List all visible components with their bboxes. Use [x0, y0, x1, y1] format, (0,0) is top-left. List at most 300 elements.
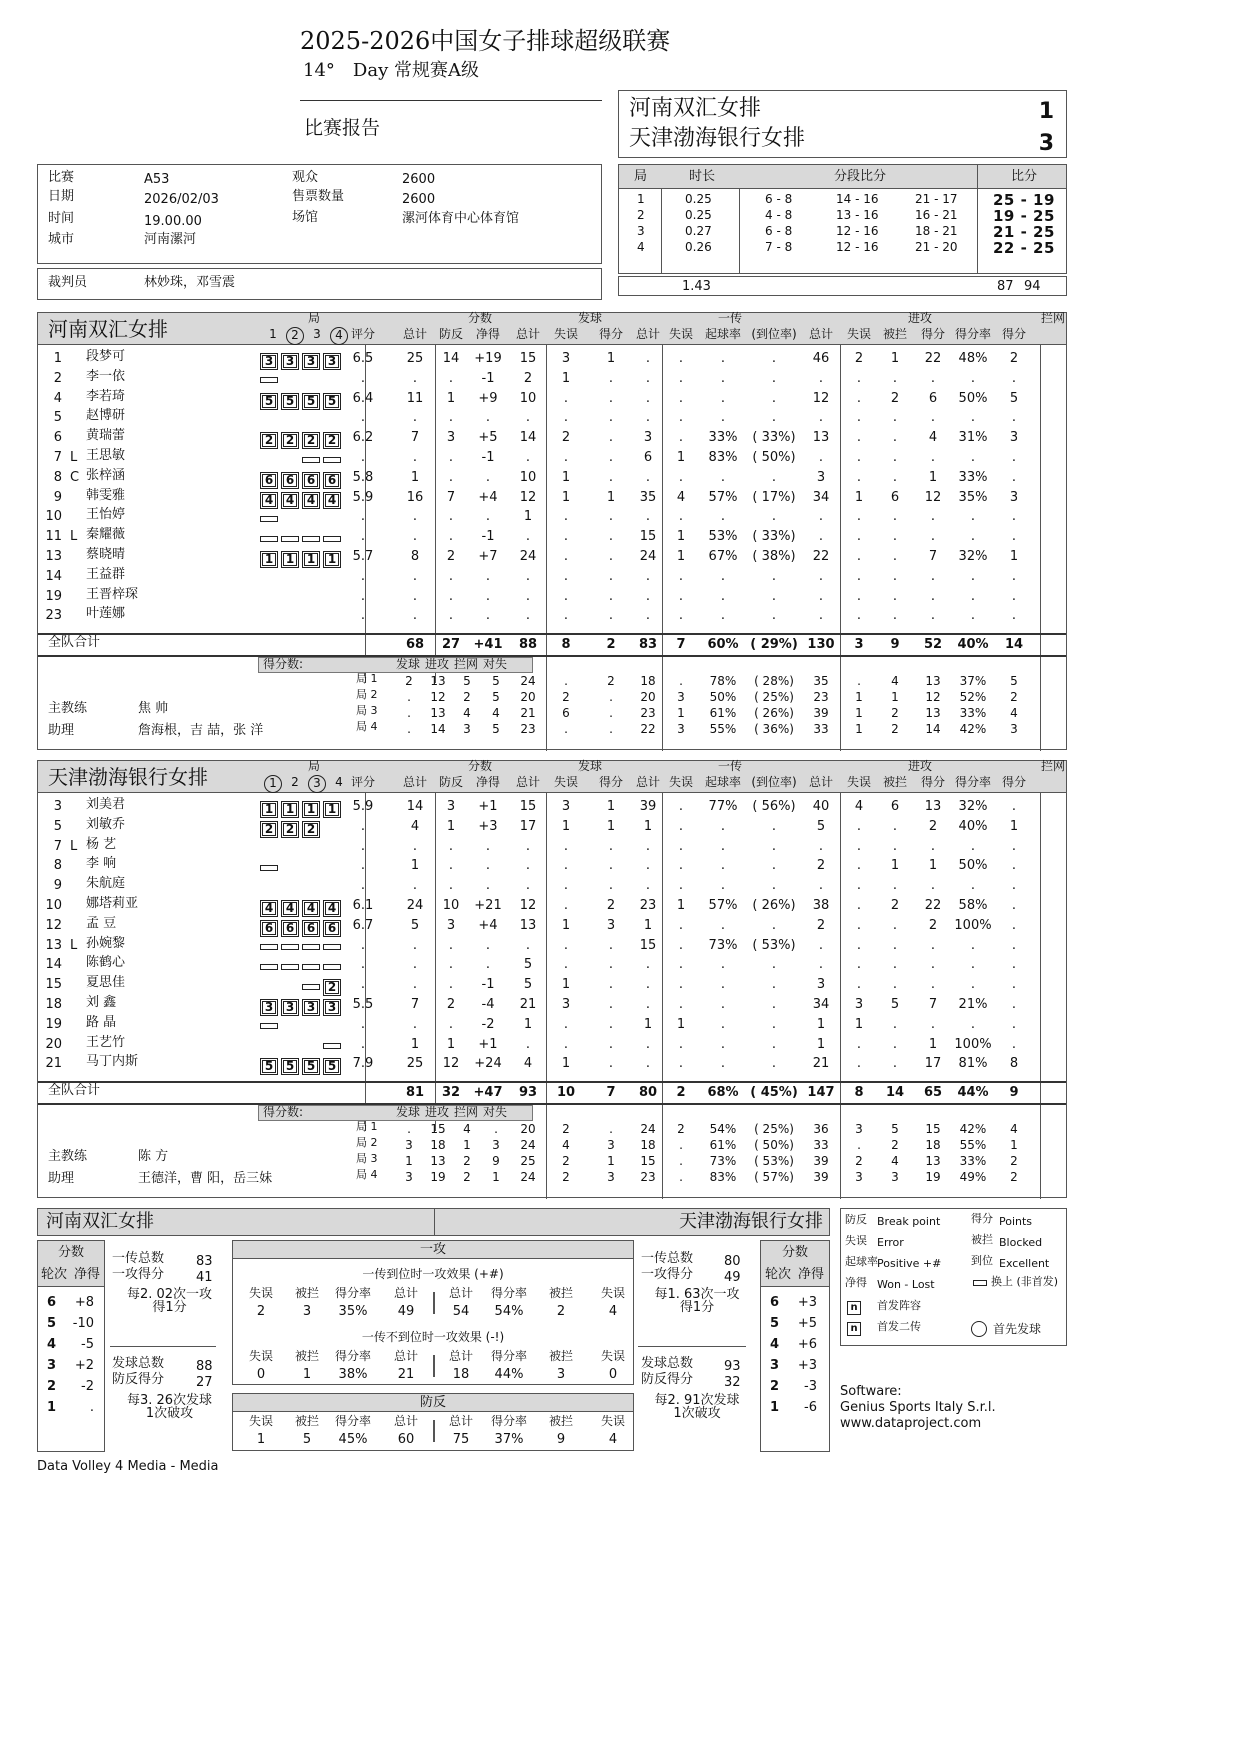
- sub-marker: [302, 944, 320, 950]
- total-label: 全队合计: [48, 635, 101, 650]
- rotation-cells: [260, 469, 344, 489]
- starting-position: 6: [281, 472, 299, 489]
- player-row: [38, 856, 1066, 875]
- stat-cell: 17: [924, 1056, 942, 1072]
- player-name: 孟 豆: [86, 915, 117, 931]
- set-stat-cell: 15: [925, 1122, 941, 1136]
- set-points-cell: .: [407, 1122, 411, 1136]
- stat-cell: .: [360, 1016, 366, 1032]
- total-points-home: 87: [997, 279, 1014, 294]
- stat-cell: .: [645, 390, 651, 406]
- good-reception-title: 一传到位时一攻效果 (+#): [362, 1267, 504, 1281]
- set-row-label: 局 3: [356, 1152, 378, 1165]
- total-cell: 93: [518, 1085, 538, 1100]
- stat-cell: 1: [890, 858, 900, 874]
- set-number: 1: [637, 192, 645, 206]
- stat-cell: .: [485, 838, 491, 854]
- set-row-label: 局 3: [356, 704, 378, 717]
- stat-cell: 1: [410, 469, 420, 485]
- player-name: 杨 艺: [86, 836, 117, 852]
- set-stat-cell: 54%: [709, 1122, 737, 1136]
- stat-cell: .: [608, 1056, 614, 1072]
- player-role: L: [70, 450, 78, 465]
- stat-cell: .: [645, 1056, 651, 1072]
- player-number: 1: [53, 351, 62, 366]
- grid-header: 总计: [448, 1414, 473, 1428]
- starting-position: 3: [302, 353, 320, 370]
- total-cell: ( 29%): [750, 637, 798, 652]
- stat-cell: 5.8: [352, 469, 374, 485]
- player-name: 陈鹤心: [86, 955, 126, 971]
- away-team-stats: [37, 760, 1067, 1198]
- group-header-yichuan: 一传: [718, 759, 743, 773]
- total-cell: 52: [923, 637, 943, 652]
- stat-cell: 16: [406, 489, 424, 505]
- stat-cell: .: [720, 818, 726, 834]
- home-srv-total: 88: [196, 1359, 213, 1374]
- stat-cell: .: [678, 799, 684, 814]
- starting-position: 1: [281, 551, 299, 568]
- player-number: 10: [45, 898, 62, 913]
- stat-cell: 3: [854, 997, 864, 1012]
- stat-cell: .: [818, 410, 824, 426]
- player-row: [38, 876, 1066, 895]
- stat-cell: 32%: [958, 549, 988, 564]
- points-header: 对失: [483, 657, 508, 671]
- stat-cell: 1: [643, 818, 653, 834]
- player-number: 15: [45, 977, 62, 993]
- player-name: 王晋梓琛: [86, 586, 139, 602]
- total-cell: 88: [518, 637, 538, 652]
- stat-cell: .: [412, 450, 418, 465]
- grid-header: 被拦: [548, 1286, 573, 1300]
- stat-cell: .: [608, 509, 614, 525]
- stat-cell: .: [930, 838, 936, 854]
- bottom-away-name: 天津渤海银行女排: [679, 1211, 823, 1232]
- stat-cell: 2: [890, 898, 900, 913]
- col-header-defen: 得分: [1001, 327, 1026, 341]
- sub-marker: [260, 516, 278, 522]
- stat-cell: .: [412, 878, 418, 894]
- rotation-cells: [260, 1016, 344, 1035]
- player-row: [38, 428, 1066, 447]
- software-label: Software:: [840, 1384, 902, 1399]
- stat-cell: 53%: [708, 529, 738, 545]
- set-partial-2: 12 - 16: [836, 224, 879, 238]
- total-cell: 83: [638, 637, 658, 652]
- stat-cell: .: [970, 957, 976, 973]
- stat-cell: 3: [1009, 489, 1019, 505]
- stat-cell: .: [525, 878, 531, 894]
- set-stat-cell: 13: [925, 706, 941, 720]
- set-stat-cell: ( 36%): [754, 722, 794, 736]
- stat-cell: 4: [928, 430, 938, 446]
- rotation-net: +5: [797, 1316, 817, 1331]
- tickets-label: 售票数量: [292, 189, 345, 204]
- stat-cell: 3: [561, 997, 571, 1012]
- set-stat-cell: 20: [640, 690, 656, 704]
- stat-cell: .: [645, 410, 651, 426]
- col-header-defen: 得分: [598, 775, 623, 789]
- stat-cell: +24: [474, 1056, 502, 1072]
- stat-cell: .: [563, 450, 569, 465]
- player-number: 7: [53, 450, 62, 465]
- stat-cell: .: [970, 937, 976, 953]
- col-header-shiwu: 失误: [553, 775, 578, 789]
- player-number: 13: [45, 937, 62, 953]
- stat-cell: 5: [816, 818, 826, 834]
- stat-cell: .: [1011, 1016, 1017, 1032]
- stat-cell: .: [448, 838, 454, 854]
- set-stat-cell: 4: [1010, 1122, 1018, 1136]
- set-row-label: 局 2: [356, 1136, 378, 1149]
- group-header-ju: 局: [308, 759, 321, 773]
- set-header-2: 2: [286, 327, 304, 345]
- set-stat-cell: 55%: [709, 722, 737, 736]
- stat-cell: .: [485, 608, 491, 624]
- set-points-cell: 5: [492, 690, 500, 704]
- stat-cell: 67%: [708, 549, 738, 564]
- stat-cell: 3: [816, 977, 826, 993]
- stat-cell: 1: [928, 858, 938, 874]
- stat-cell: .: [563, 898, 569, 913]
- stat-cell: 38: [812, 898, 830, 913]
- player-row: [38, 587, 1066, 606]
- rotation-cells: [260, 956, 344, 975]
- stat-cell: 1: [854, 1016, 864, 1032]
- stat-cell: .: [856, 430, 862, 446]
- starting-position: 4: [281, 900, 299, 917]
- rotation-cells: [260, 917, 344, 937]
- set-duration: 0.27: [685, 224, 712, 238]
- set-points-cell: 1: [492, 1170, 500, 1184]
- rotation-cells: [260, 838, 344, 857]
- stat-cell: .: [608, 469, 614, 485]
- stat-cell: .: [856, 898, 862, 913]
- stat-cell: 1: [1009, 549, 1019, 564]
- stat-cell: .: [563, 937, 569, 953]
- stat-cell: 15: [519, 799, 537, 814]
- stat-cell: .: [678, 568, 684, 584]
- sub-marker: [302, 457, 320, 463]
- assistant-label: 助理: [48, 1171, 75, 1186]
- set-stat-cell: 20: [520, 1122, 536, 1136]
- set-stat-cell: 2: [607, 674, 615, 688]
- rotation-cells: [260, 568, 344, 587]
- set-partial-1: 4 - 8: [765, 208, 793, 222]
- grid-header: 总计: [448, 1286, 473, 1300]
- stat-cell: .: [892, 549, 898, 564]
- legend-value: Blocked: [999, 1236, 1043, 1249]
- stat-cell: .: [608, 957, 614, 973]
- stat-cell: .: [1011, 588, 1017, 604]
- col-header-zongji: 总计: [808, 775, 833, 789]
- stat-cell: 10: [519, 390, 537, 406]
- score-box: [618, 90, 1067, 158]
- sub-marker: [323, 1043, 341, 1049]
- set-stat-cell: 55%: [959, 1138, 987, 1152]
- stat-cell: 2: [523, 370, 533, 386]
- stat-cell: 1: [928, 469, 938, 485]
- stat-cell: .: [485, 469, 491, 485]
- stat-cell: -1: [481, 529, 495, 545]
- starting-position: 6: [281, 920, 299, 937]
- player-row: [38, 527, 1066, 546]
- stat-cell: .: [930, 608, 936, 624]
- sub-marker-icon: [973, 1280, 987, 1286]
- stat-cell: .: [771, 977, 777, 993]
- set-stat-cell: .: [679, 1154, 683, 1168]
- stat-cell: 57%: [708, 489, 738, 505]
- stat-cell: 12: [812, 390, 830, 406]
- stat-cell: 6.1: [352, 898, 374, 913]
- set-partial-1: 7 - 8: [765, 240, 793, 254]
- stat-cell: 40: [812, 799, 830, 814]
- set-stat-cell: 36: [813, 1122, 829, 1136]
- sub-marker: [281, 536, 299, 542]
- starting-position: 1: [323, 551, 341, 568]
- starting-position: 5: [281, 393, 299, 410]
- player-name: 李 响: [86, 856, 117, 872]
- set-stat-cell: 5: [891, 1122, 899, 1136]
- player-name: 叶莲娜: [86, 606, 126, 622]
- set-stat-cell: 5: [1010, 674, 1018, 688]
- set-stat-cell: 73%: [709, 1154, 737, 1168]
- total-points-away: 94: [1024, 279, 1041, 294]
- stat-cell: .: [678, 390, 684, 406]
- set-points-cell: 4: [492, 706, 500, 720]
- player-number: 14: [45, 568, 62, 584]
- grid-value: 1: [302, 1367, 312, 1382]
- stat-cell: .: [485, 858, 491, 874]
- stat-cell: 50%: [958, 858, 988, 874]
- stat-cell: .: [856, 588, 862, 604]
- stat-cell: .: [1011, 568, 1017, 584]
- grid-value: 21: [397, 1367, 415, 1382]
- stat-cell: .: [645, 509, 651, 525]
- points-label: 得分数:: [263, 1105, 304, 1119]
- sets-total-row: [618, 276, 1067, 296]
- stat-cell: .: [360, 878, 366, 894]
- stat-cell: .: [448, 957, 454, 973]
- stat-cell: .: [856, 858, 862, 874]
- set-stat-cell: 4: [562, 1138, 570, 1152]
- away-rot-col2: 净得: [798, 1267, 825, 1282]
- set-partial-1: 6 - 8: [765, 192, 793, 206]
- stat-cell: .: [563, 1016, 569, 1032]
- set-duration: 0.26: [685, 240, 712, 254]
- starting-position: 2: [302, 821, 320, 838]
- starting-position: 2: [281, 432, 299, 449]
- rotation-cells: [260, 1055, 344, 1075]
- rotation-cells: [260, 857, 344, 876]
- match-label: 比赛: [48, 170, 75, 185]
- stat-cell: 6.4: [352, 390, 374, 406]
- stat-cell: 1: [643, 917, 653, 933]
- stat-cell: 39: [639, 799, 657, 814]
- stat-cell: .: [678, 509, 684, 525]
- stat-cell: .: [563, 509, 569, 525]
- rotation-number: 1: [770, 1400, 780, 1415]
- city-label: 城市: [48, 232, 75, 247]
- sub-marker: [302, 536, 320, 542]
- bottom-header: [37, 1208, 830, 1236]
- stat-cell: .: [720, 608, 726, 624]
- set-row-label: 局 2: [356, 688, 378, 701]
- set-stat-cell: 19: [925, 1170, 941, 1184]
- grid-header: 失误: [248, 1286, 273, 1300]
- player-name: 王益群: [86, 566, 126, 582]
- stat-cell: 8: [1009, 1056, 1019, 1072]
- points-header: 进攻: [425, 1105, 450, 1119]
- total-cell: 7: [606, 1085, 616, 1100]
- player-name: 刘 鑫: [86, 995, 117, 1010]
- stat-cell: .: [892, 1036, 898, 1052]
- player-name: 黄瑞蕾: [86, 428, 126, 444]
- starting-position: 1: [302, 551, 320, 568]
- set-stat-cell: 23: [640, 1170, 656, 1184]
- starting-position: 5: [281, 1058, 299, 1075]
- stat-cell: .: [771, 1036, 777, 1052]
- stat-cell: .: [645, 957, 651, 973]
- stat-cell: .: [720, 977, 726, 993]
- software-company: Genius Sports Italy S.r.l.: [840, 1400, 996, 1415]
- grid-value: 0: [608, 1367, 618, 1382]
- date-value: 2026/02/03: [144, 192, 219, 207]
- stat-cell: 24: [406, 898, 424, 913]
- set-stat-cell: 52%: [959, 690, 987, 704]
- legend-value: 换上 (非首发): [991, 1275, 1059, 1288]
- stat-cell: .: [856, 1036, 862, 1052]
- stat-cell: 1: [446, 390, 456, 406]
- partial-col-header: 分段比分: [834, 169, 887, 184]
- col-header-zongji: 总计: [808, 327, 833, 341]
- player-role: L: [70, 838, 78, 854]
- stat-cell: .: [608, 410, 614, 426]
- stat-cell: +1: [478, 799, 498, 814]
- rotation-number: 3: [47, 1358, 57, 1373]
- stat-cell: .: [645, 858, 651, 874]
- col-header-shiwu: 失误: [668, 775, 693, 789]
- stat-cell: .: [645, 608, 651, 624]
- stat-cell: .: [678, 997, 684, 1012]
- audience-value: 2600: [402, 172, 436, 187]
- coach-label: 主教练: [48, 701, 88, 716]
- rotation-cells: [260, 937, 344, 956]
- stat-cell: .: [1011, 898, 1017, 913]
- set-stat-cell: 23: [640, 706, 656, 720]
- player-role: L: [70, 937, 78, 953]
- stat-cell: .: [720, 1016, 726, 1032]
- stat-cell: -1: [481, 450, 495, 465]
- stat-cell: .: [645, 568, 651, 584]
- starting-position: 1: [302, 801, 320, 818]
- player-number: 9: [53, 878, 62, 894]
- starting-position: 2: [323, 432, 341, 449]
- city-value: 河南漯河: [144, 232, 197, 247]
- set-stat-cell: 4: [891, 674, 899, 688]
- stat-cell: .: [485, 878, 491, 894]
- player-name: 朱航庭: [86, 876, 126, 892]
- time-label: 时间: [48, 211, 75, 226]
- stat-cell: .: [818, 509, 824, 525]
- rotation-net: +2: [74, 1358, 94, 1373]
- set-stat-cell: .: [609, 706, 613, 720]
- points-header: 对失: [483, 1105, 508, 1119]
- tickets-value: 2600: [402, 192, 436, 207]
- legend-key: 到位: [971, 1254, 993, 1267]
- set-stat-cell: .: [564, 674, 568, 688]
- stat-cell: .: [892, 509, 898, 525]
- stat-cell: 12: [924, 489, 942, 505]
- stat-cell: .: [771, 469, 777, 485]
- set-points-cell: 3: [405, 1138, 413, 1152]
- stat-cell: 21: [519, 997, 537, 1012]
- stat-cell: .: [412, 977, 418, 993]
- starting-position: 6: [323, 472, 341, 489]
- stat-cell: .: [720, 351, 726, 366]
- player-number: 9: [53, 489, 62, 505]
- player-row: [38, 1035, 1066, 1054]
- stat-cell: .: [563, 588, 569, 604]
- rotation-cells: [260, 390, 344, 410]
- stat-cell: .: [892, 818, 898, 834]
- stat-cell: .: [563, 390, 569, 406]
- rotation-number: 2: [47, 1379, 57, 1394]
- set-stat-cell: 14: [925, 722, 941, 736]
- rotation-net: -10: [72, 1316, 94, 1331]
- stat-cell: .: [608, 608, 614, 624]
- stat-cell: .: [930, 977, 936, 993]
- player-number: 3: [53, 799, 62, 814]
- stat-cell: .: [970, 370, 976, 386]
- set-points-cell: 3: [492, 1138, 500, 1152]
- set-stat-cell: 21: [520, 706, 536, 720]
- col-header-shiwu: 失误: [553, 327, 578, 341]
- stat-cell: .: [720, 410, 726, 426]
- total-cell: 10: [556, 1085, 576, 1100]
- stat-cell: .: [645, 977, 651, 993]
- total-cell: 40%: [957, 637, 989, 652]
- rotation-net: +3: [797, 1295, 817, 1310]
- stat-cell: .: [678, 937, 684, 953]
- stat-cell: 40%: [958, 818, 988, 834]
- stat-cell: 22: [924, 898, 942, 913]
- set-partial-3: 21 - 20: [915, 240, 958, 254]
- sub-marker: [323, 944, 341, 950]
- stat-cell: .: [892, 410, 898, 426]
- player-row: [38, 389, 1066, 408]
- rotation-cells: [260, 607, 344, 626]
- stat-cell: .: [608, 549, 614, 564]
- away-def-pts: 32: [724, 1375, 741, 1390]
- col-header-pingfen: 评分: [350, 327, 375, 341]
- stat-cell: 11: [406, 390, 424, 406]
- stat-cell: .: [645, 351, 651, 366]
- legend-value: 首发二传: [877, 1320, 921, 1333]
- grid-header: 失误: [600, 1414, 625, 1428]
- stat-cell: .: [771, 997, 777, 1012]
- set-points-cell: 13: [430, 674, 446, 688]
- group-header-ju: 局: [308, 311, 321, 325]
- rotation-cells: [260, 449, 344, 468]
- set-points-cell: 15: [430, 1122, 446, 1136]
- total-cell: +41: [473, 637, 503, 652]
- player-row: [38, 896, 1066, 915]
- set-stat-cell: 39: [813, 706, 829, 720]
- stat-cell: 1: [676, 1016, 686, 1032]
- player-row: [38, 817, 1066, 836]
